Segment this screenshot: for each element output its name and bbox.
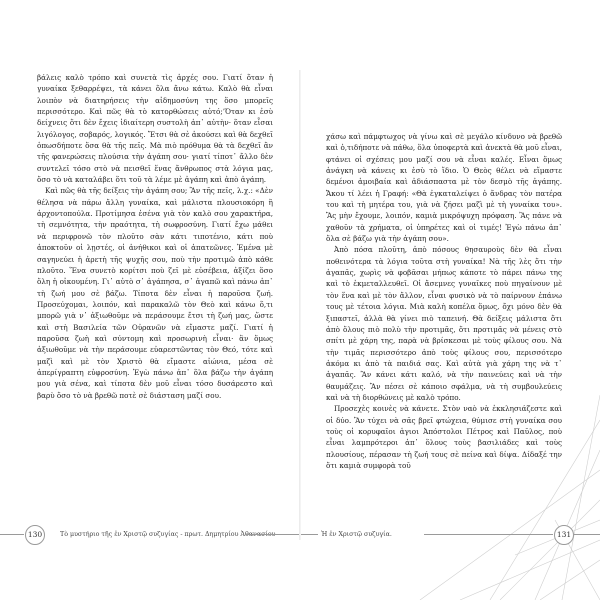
footer-rule [574, 534, 600, 535]
footer-rule [424, 534, 553, 535]
running-head: Ἡ ἐν Χριστῷ συζυγία. [321, 531, 392, 538]
right-page [300, 0, 600, 600]
paragraph: χάσω καὶ πάμφτωχος νὰ γίνω καὶ σὲ μεγάλο κίνδυνο νὰ βρεθῶ καὶ ὁ,τιδήποτε νὰ πάθω, ὅλα ὑποφερτὰ καὶ ἀνεκτὰ θὰ μοῦ εἶναι, φτάνει οἱ σχέσεις μου μαζί σου νὰ εἶναι καλές. Εἶναι ὅμως ἀνάγκη νὰ κάνεις κι ἐσὺ τὸ ἴδιο. Ὁ Θεὸς θέλει νὰ εἴμαστε δεμένοι ἀμοιβαία καὶ ἀδιάσπαστα μὲ τὸν δεσμὸ τῆς ἀγάπης. Ἄκου τί λέει ἡ Γραφή: «Θὰ ἐγκαταλείψει ὁ ἄνδρας τὸν πατέρα του καὶ τὴ μητέρα του, γιὰ νὰ ζήσει μαζὶ μὲ τὴ γυναίκα του». Ἂς μὴν ἔχουμε, λοιπόν, καμιὰ μικρόψυχη πρόφαση. Ἂς πάνε νὰ χαθοῦν τὰ χρήματα, οἱ ὑπηρέτες καὶ οἱ τιμές! Ἐγὼ πάνω ἀπ᾽ ὅλα σὲ βάζω γιὰ τὴν ἀγάπη σου». [326, 132, 562, 244]
right-page-text [326, 131, 562, 471]
paragraph: Ἀπὸ πόσα πλοῦτη, ἀπὸ πόσους θησαυροὺς δὲν θὰ εἶναι ποθεινότερα τὰ λόγια τοῦτα στὴ γυναίκα! Νὰ τῆς λὲς ὅτι τὴν ἀγαπᾶς, χωρὶς νὰ φοβᾶσαι μήπως κάποτε τὸ πάρει πάνω της καὶ τὸ ἐκμεταλλευθεῖ. Οἱ ἄσεμνες γυναῖκες ποὺ πηγαίνουν μὲ τὸν ἕνα καὶ μὲ τὸν ἄλλον, εἶναι φυσικὸ νὰ τὸ παίρνουν ἐπάνω τους μὲ τέτοια λόγια. Μιὰ καλὴ κοπέλα ὅμως, ὄχι μόνο δὲν θὰ ξιπαστεῖ, ἀλλὰ θὰ γίνει πιὸ ταπεινή. Θὰ δείξεις μάλιστα ὅτι ἀπὸ ὅλους πιὸ πολὺ τὴν προτιμᾶς, ὅτι προτιμᾶς νὰ μένεις στὸ σπίτι μὲ χάρη της, παρὰ νὰ βρίσκεσαι μὲ τοὺς φίλους σου. Νὰ τὴν τιμᾶς περισσότερο ἀπὸ τοὺς φίλους σου, περισσότερο ἀκόμα κι ἀπὸ τὰ παιδιά σας. Καὶ αὐτὰ γιὰ χάρη της νὰ τ᾽ ἀγαπᾶς. Ἂν κάνει κάτι καλό, νὰ τὴν παινεύεις καὶ νὰ τὴν θαυμάζεις. Ἂν πέσει σὲ κάποιο σφάλμα, νὰ τὴ συμβουλεύεις καὶ νὰ τὴ διορθώνεις μὲ καλὸ τρόπο. [326, 245, 562, 402]
paragraph: Καὶ πῶς θὰ τῆς δείξεις τὴν ἀγάπη σου; Ἂν τῆς πεῖς, λ.χ.: «Δὲν θέλησα νὰ πάρω ἄλλη γυναίκα, καὶ μάλιστα πλουσιοκόρη ἢ ἀρχοντοπούλα. Προτίμησα ἐσένα γιὰ τὸν καλὸ σου χαρακτήρα, τὴ σεμνότητα, τὴν πραότητα, τὴ σωφροσύνη. Γιατί ἔχω μάθει νὰ περιφρονῶ τὸν πλοῦτο σὰν κάτι τιποτένιο, κάτι ποὺ ἀποκτοῦν οἱ λῃστές, οἱ ἀνήθικοι καὶ οἱ ἀπατεῶνες. Ἐμένα μὲ σαγηνεύει ἡ ἀρετὴ τῆς ψυχῆς σου, ποὺ τὴν προτιμῶ ἀπὸ κάθε πλοῦτο. Ἕνα συνετὸ κορίτσι ποὺ ζεῖ μὲ εὐσέβεια, ἀξίζει ὅσο ὅλη ἡ οἰκουμένη. Γι᾽ αὐτὸ σ᾽ ἀγάπησα, σ᾽ ἀγαπῶ καὶ πάνω ἀπ᾽ τὴ ζωή μου σὲ βάζω. Τίποτα δὲν εἶναι ἡ παροῦσα ζωή. Προσεύχομαι, λοιπόν, καὶ παρακαλῶ τὸν Θεὸ καὶ κάνω ὅ,τι μπορῶ γιὰ ν᾽ ἀξιωθοῦμε νὰ περάσουμε ἔτσι τὴ ζωή μας, ὥστε καὶ στὴ Βασιλεία τῶν Οὐρανῶν νὰ εἴμαστε μαζί. Γιατί ἡ παροῦσα ζωὴ καὶ σύντομη καὶ προσωρινὴ εἶναι· ἂν ὅμως ἀξιωθοῦμε νὰ τὴν περάσουμε εὐαρεστῶντας τὸν Θεό, τότε καὶ μαζὶ καὶ μὲ τὸν Χριστὸ θὰ εἴμαστε αἰώνια, μέσα σὲ ἀπερίγραπτη εὐφροσύνη. Ἐγὼ πάνω ἀπ᾽ ὅλα βάζω τὴν ἀγάπη μου γιὰ σένα, καὶ τίποτα δὲν μοῦ εἶναι τόσο δυσάρεστο καὶ βαρὺ ὅσο τὸ νὰ βρεθῶ ποτὲ σὲ διάσταση μαζί σου. [37, 186, 273, 400]
footer-rule [300, 534, 318, 535]
paragraph: Προσεχὲς κοινὲς νὰ κάνετε. Στὸν ναὸ νὰ ἐκκλησιάζεστε καὶ οἱ δύο. Ἂν τύχει νὰ σᾶς βρεῖ φτώχεια, θύμισε στὴ γυναίκα σου τοὺς οἱ κορυφαῖοι ἁγιοι Ἀπόστολοι Πέτρος καὶ Παῦλος, ποὺ εἶναι λαμπρότεροι ἀπ᾽ ὅλους τοὺς βασιλιάδες καὶ τοὺς πλουσίους, πέρασαν τὴ ζωή τους σὲ πείνα καὶ δίψα. Δίδαξέ την ὅτι καμιὰ συμφορὰ τοῦ [326, 404, 562, 470]
book-gutter [299, 70, 301, 540]
paragraph: βάλεις καλὸ τρόπο καὶ συνετὰ τὶς ἀρχές σου. Γιατί ὅταν ἡ γυναίκα ξεθαρρέψει, τὰ κάνει ὅλα ἄνω κάτω. Καλὸ θὰ εἶναι λοιπὸν νὰ διατηρήσεις τὴν αἰδημοσύνη της ὅσο μπορεῖς περισσότερο. Καὶ πῶς θὰ τὸ κατορθώσεις αὐτό;’Όταν κι ἐσὺ δείχνεις ὅτι δὲν ἔχεις ἰδιαίτερη συστολὴ ἀπ᾽ αὐτὴν· ὅταν εἶσαι λιγόλογος, σοβαρός, λογικός. Ἔτσι θὰ σὲ ἀκούσει καὶ θὰ δεχθεῖ ὁπωσδήποτε ὅσα θὰ τῆς πεῖς. Μὰ πιὸ πρόθυμα θὰ τὰ δεχθεῖ ἂν τῆς φανερώσεις πλούσια τὴν ἀγάπη σου· γιατί τίποτ᾽ ἄλλο δὲν συντελεῖ τόσο στὸ νὰ πεισθεῖ ἕνας ἄνθρωπος στὰ λόγια μας, ὅσο τὸ νὰ καταλάβει ὅτι τοῦ τὰ λέμε μὲ ἀγάπη καὶ ἀπὸ ἀγάπη. [37, 73, 273, 185]
left-page-text [37, 72, 273, 401]
running-head: Τὸ μυστήριο τῆς ἐν Χριστῷ συζυγίας - πρωτ. Δημητρίου Ἀθανασίου [60, 531, 276, 538]
footer-rule [246, 534, 300, 535]
page-number: 131 [554, 525, 574, 545]
decor-line [500, 500, 600, 600]
decor-line [540, 560, 600, 600]
decor-line [562, 395, 600, 600]
page-number: 130 [25, 525, 45, 545]
footer-rule [0, 534, 24, 535]
